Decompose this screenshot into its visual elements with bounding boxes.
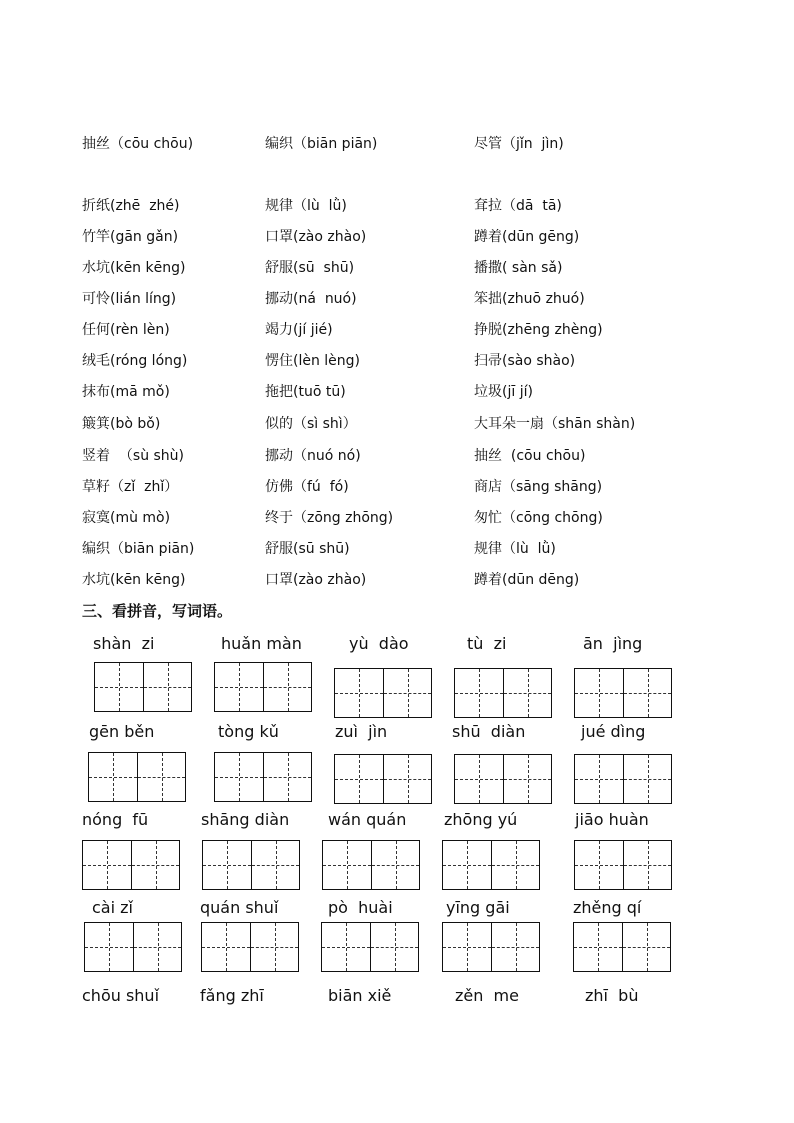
pinyin-prompt: zhōng yú (444, 810, 518, 829)
guide-line (623, 947, 670, 948)
pinyin-prompt: ān jìng (583, 634, 643, 653)
pinyin-prompt: huǎn màn (221, 634, 302, 653)
writing-box[interactable] (442, 922, 540, 972)
guide-line (251, 947, 298, 948)
pinyin-prompt: quán shuǐ (200, 898, 279, 917)
tianzige-cell[interactable] (137, 753, 185, 801)
pinyin-prompt: zěn me (455, 986, 519, 1005)
tianzige-cell[interactable] (83, 841, 131, 889)
guide-line (455, 693, 503, 694)
polyphonic-item: 拖把(tuō tū) (265, 384, 346, 400)
writing-box[interactable] (82, 840, 180, 890)
pinyin-prompt: fǎng zhī (200, 986, 264, 1005)
polyphonic-item: 终于（zōng zhōng) (265, 510, 394, 526)
polyphonic-item: 挪动（nuó nó) (265, 448, 361, 464)
guide-line (335, 693, 383, 694)
polyphonic-item: 大耳朵一扇（shān shàn) (474, 416, 636, 432)
polyphonic-item: 耷拉（dā tā) (474, 198, 562, 214)
guide-line (215, 777, 263, 778)
guide-line (371, 947, 418, 948)
guide-line (252, 865, 299, 866)
guide-line (384, 779, 431, 780)
tianzige-cell[interactable] (215, 753, 263, 801)
writing-box[interactable] (214, 752, 312, 802)
polyphonic-item: 舒服(sū shū) (265, 541, 350, 557)
writing-box[interactable] (574, 840, 672, 890)
polyphonic-item: 愣住(lèn lèng) (265, 353, 361, 369)
polyphonic-item: 规律（lù lǜ) (265, 198, 347, 214)
polyphonic-item: 竹竿(gān gǎn) (82, 229, 179, 245)
guide-line (202, 947, 250, 948)
guide-line (132, 865, 179, 866)
tianzige-cell[interactable] (250, 923, 298, 971)
writing-box[interactable] (202, 840, 300, 890)
tianzige-cell[interactable] (575, 669, 623, 717)
tianzige-cell[interactable] (335, 669, 383, 717)
guide-line (95, 687, 143, 688)
pinyin-prompt: shū diàn (452, 722, 526, 741)
tianzige-cell[interactable] (85, 923, 133, 971)
pinyin-prompt: tòng kǔ (218, 722, 279, 741)
guide-line (492, 865, 539, 866)
polyphonic-item: 笨拙(zhuō zhuó) (474, 291, 585, 307)
pinyin-prompt: gēn běn (89, 722, 155, 741)
guide-line (504, 779, 551, 780)
polyphonic-item: 匆忙（cōng chōng) (474, 510, 603, 526)
tianzige-cell[interactable] (251, 841, 299, 889)
polyphonic-item: 竭力(jí jié) (265, 322, 333, 338)
guide-line (138, 777, 185, 778)
polyphonic-item: 规律（lù lǜ) (474, 541, 556, 557)
polyphonic-item: 商店（sāng shāng) (474, 479, 603, 495)
polyphonic-item: 播撒( sàn sǎ) (474, 260, 563, 276)
polyphonic-item: 垃圾(jī jí) (474, 384, 533, 400)
polyphonic-item: 任何(rèn lèn) (82, 322, 170, 338)
guide-line (575, 865, 623, 866)
tianzige-cell[interactable] (203, 841, 251, 889)
writing-box[interactable] (442, 840, 540, 890)
tianzige-cell[interactable] (263, 663, 311, 711)
pinyin-prompt: biān xiě (328, 986, 392, 1005)
polyphonic-item: 可怜(lián líng) (82, 291, 177, 307)
tianzige-cell[interactable] (443, 923, 491, 971)
guide-line (322, 947, 370, 948)
pinyin-prompt: shāng diàn (201, 810, 290, 829)
guide-line (335, 779, 383, 780)
guide-line (492, 947, 539, 948)
tianzige-cell[interactable] (574, 923, 622, 971)
tianzige-cell[interactable] (383, 755, 431, 803)
writing-box[interactable] (84, 922, 182, 972)
writing-box[interactable] (201, 922, 299, 972)
writing-box[interactable] (574, 668, 672, 718)
guide-line (89, 777, 137, 778)
tianzige-cell[interactable] (623, 755, 671, 803)
section-title: 三、看拼音，写词语。 (82, 602, 233, 620)
guide-line (443, 865, 491, 866)
writing-box[interactable] (321, 922, 419, 972)
tianzige-cell[interactable] (455, 755, 503, 803)
tianzige-cell[interactable] (491, 841, 539, 889)
pinyin-prompt: zuì jìn (335, 722, 388, 741)
polyphonic-item: 扫帚(sào shào) (474, 353, 576, 369)
writing-box[interactable] (88, 752, 186, 802)
polyphonic-item: 绒毛(róng lóng) (82, 353, 188, 369)
pinyin-prompt: shàn zi (93, 634, 155, 653)
guide-line (372, 865, 419, 866)
tianzige-cell[interactable] (503, 669, 551, 717)
guide-line (575, 693, 623, 694)
tianzige-cell[interactable] (322, 923, 370, 971)
polyphonic-item: 蹲着(dūn dēng) (474, 572, 580, 588)
guide-line (574, 947, 622, 948)
guide-line (624, 693, 671, 694)
guide-line (215, 687, 263, 688)
tianzige-cell[interactable] (623, 669, 671, 717)
guide-line (264, 687, 311, 688)
polyphonic-item: 口罩(zào zhào) (265, 229, 367, 245)
writing-box[interactable] (214, 662, 312, 712)
polyphonic-item: 挪动(ná nuó) (265, 291, 357, 307)
pinyin-prompt: zhī bù (585, 986, 639, 1005)
pinyin-prompt: yīng gāi (446, 898, 510, 917)
guide-line (323, 865, 371, 866)
tianzige-cell[interactable] (503, 755, 551, 803)
polyphonic-item: 似的（sì shì） (265, 416, 357, 432)
polyphonic-item: 蹲着(dūn gēng) (474, 229, 580, 245)
tianzige-cell[interactable] (575, 841, 623, 889)
pinyin-prompt: jué dìng (581, 722, 646, 741)
tianzige-cell[interactable] (131, 841, 179, 889)
writing-box[interactable] (334, 668, 432, 718)
polyphonic-item: 尽管（jǐn jìn) (474, 136, 564, 152)
writing-box[interactable] (454, 754, 552, 804)
tianzige-cell[interactable] (89, 753, 137, 801)
pinyin-prompt: nóng fū (82, 810, 149, 829)
tianzige-cell[interactable] (95, 663, 143, 711)
tianzige-cell[interactable] (383, 669, 431, 717)
pinyin-prompt: zhěng qí (573, 898, 642, 917)
guide-line (85, 947, 133, 948)
guide-line (264, 777, 311, 778)
tianzige-cell[interactable] (623, 841, 671, 889)
polyphonic-item: 口罩(zào zhào) (265, 572, 367, 588)
polyphonic-item: 竖着 （sù shù) (82, 448, 185, 464)
guide-line (203, 865, 251, 866)
polyphonic-item: 编织（biān piān) (265, 136, 378, 152)
tianzige-cell[interactable] (202, 923, 250, 971)
pinyin-prompt: pò huài (328, 898, 393, 917)
tianzige-cell[interactable] (455, 669, 503, 717)
tianzige-cell[interactable] (335, 755, 383, 803)
guide-line (455, 779, 503, 780)
guide-line (624, 779, 671, 780)
writing-box[interactable] (574, 754, 672, 804)
tianzige-cell[interactable] (370, 923, 418, 971)
pinyin-prompt: wán quán (328, 810, 407, 829)
guide-line (144, 687, 191, 688)
polyphonic-item: 抹布(mā mǒ) (82, 384, 170, 400)
polyphonic-item: 寂寞(mù mò) (82, 510, 171, 526)
guide-line (443, 947, 491, 948)
tianzige-cell[interactable] (263, 753, 311, 801)
guide-line (384, 693, 431, 694)
tianzige-cell[interactable] (491, 923, 539, 971)
polyphonic-item: 舒服(sū shū) (265, 260, 355, 276)
tianzige-cell[interactable] (575, 755, 623, 803)
tianzige-cell[interactable] (215, 663, 263, 711)
pinyin-prompt: cài zǐ (92, 898, 133, 917)
polyphonic-item: 抽丝（cōu chōu) (82, 136, 194, 152)
writing-box[interactable] (334, 754, 432, 804)
guide-line (575, 779, 623, 780)
polyphonic-item: 挣脱(zhēng zhèng) (474, 322, 603, 338)
pinyin-prompt: yù dào (349, 634, 409, 653)
polyphonic-item: 水坑(kēn kēng) (82, 260, 186, 276)
pinyin-prompt: chōu shuǐ (82, 986, 160, 1005)
writing-box[interactable] (454, 668, 552, 718)
polyphonic-item: 编织（biān piān) (82, 541, 195, 557)
guide-line (504, 693, 551, 694)
guide-line (624, 865, 671, 866)
writing-box[interactable] (94, 662, 192, 712)
tianzige-cell[interactable] (133, 923, 181, 971)
guide-line (134, 947, 181, 948)
tianzige-cell[interactable] (143, 663, 191, 711)
tianzige-cell[interactable] (371, 841, 419, 889)
polyphonic-item: 水坑(kēn kēng) (82, 572, 186, 588)
tianzige-cell[interactable] (622, 923, 670, 971)
tianzige-cell[interactable] (323, 841, 371, 889)
polyphonic-item: 簸箕(bò bǒ) (82, 416, 161, 432)
pinyin-prompt: jiāo huàn (575, 810, 649, 829)
writing-box[interactable] (322, 840, 420, 890)
polyphonic-item: 草籽（zǐ zhǐ） (82, 479, 179, 495)
polyphonic-item: 折纸(zhē zhé) (82, 198, 180, 214)
polyphonic-item: 抽丝 (cōu chōu) (474, 448, 586, 464)
guide-line (83, 865, 131, 866)
pinyin-prompt: tù zi (467, 634, 507, 653)
writing-box[interactable] (573, 922, 671, 972)
polyphonic-item: 仿佛（fú fó) (265, 479, 349, 495)
tianzige-cell[interactable] (443, 841, 491, 889)
